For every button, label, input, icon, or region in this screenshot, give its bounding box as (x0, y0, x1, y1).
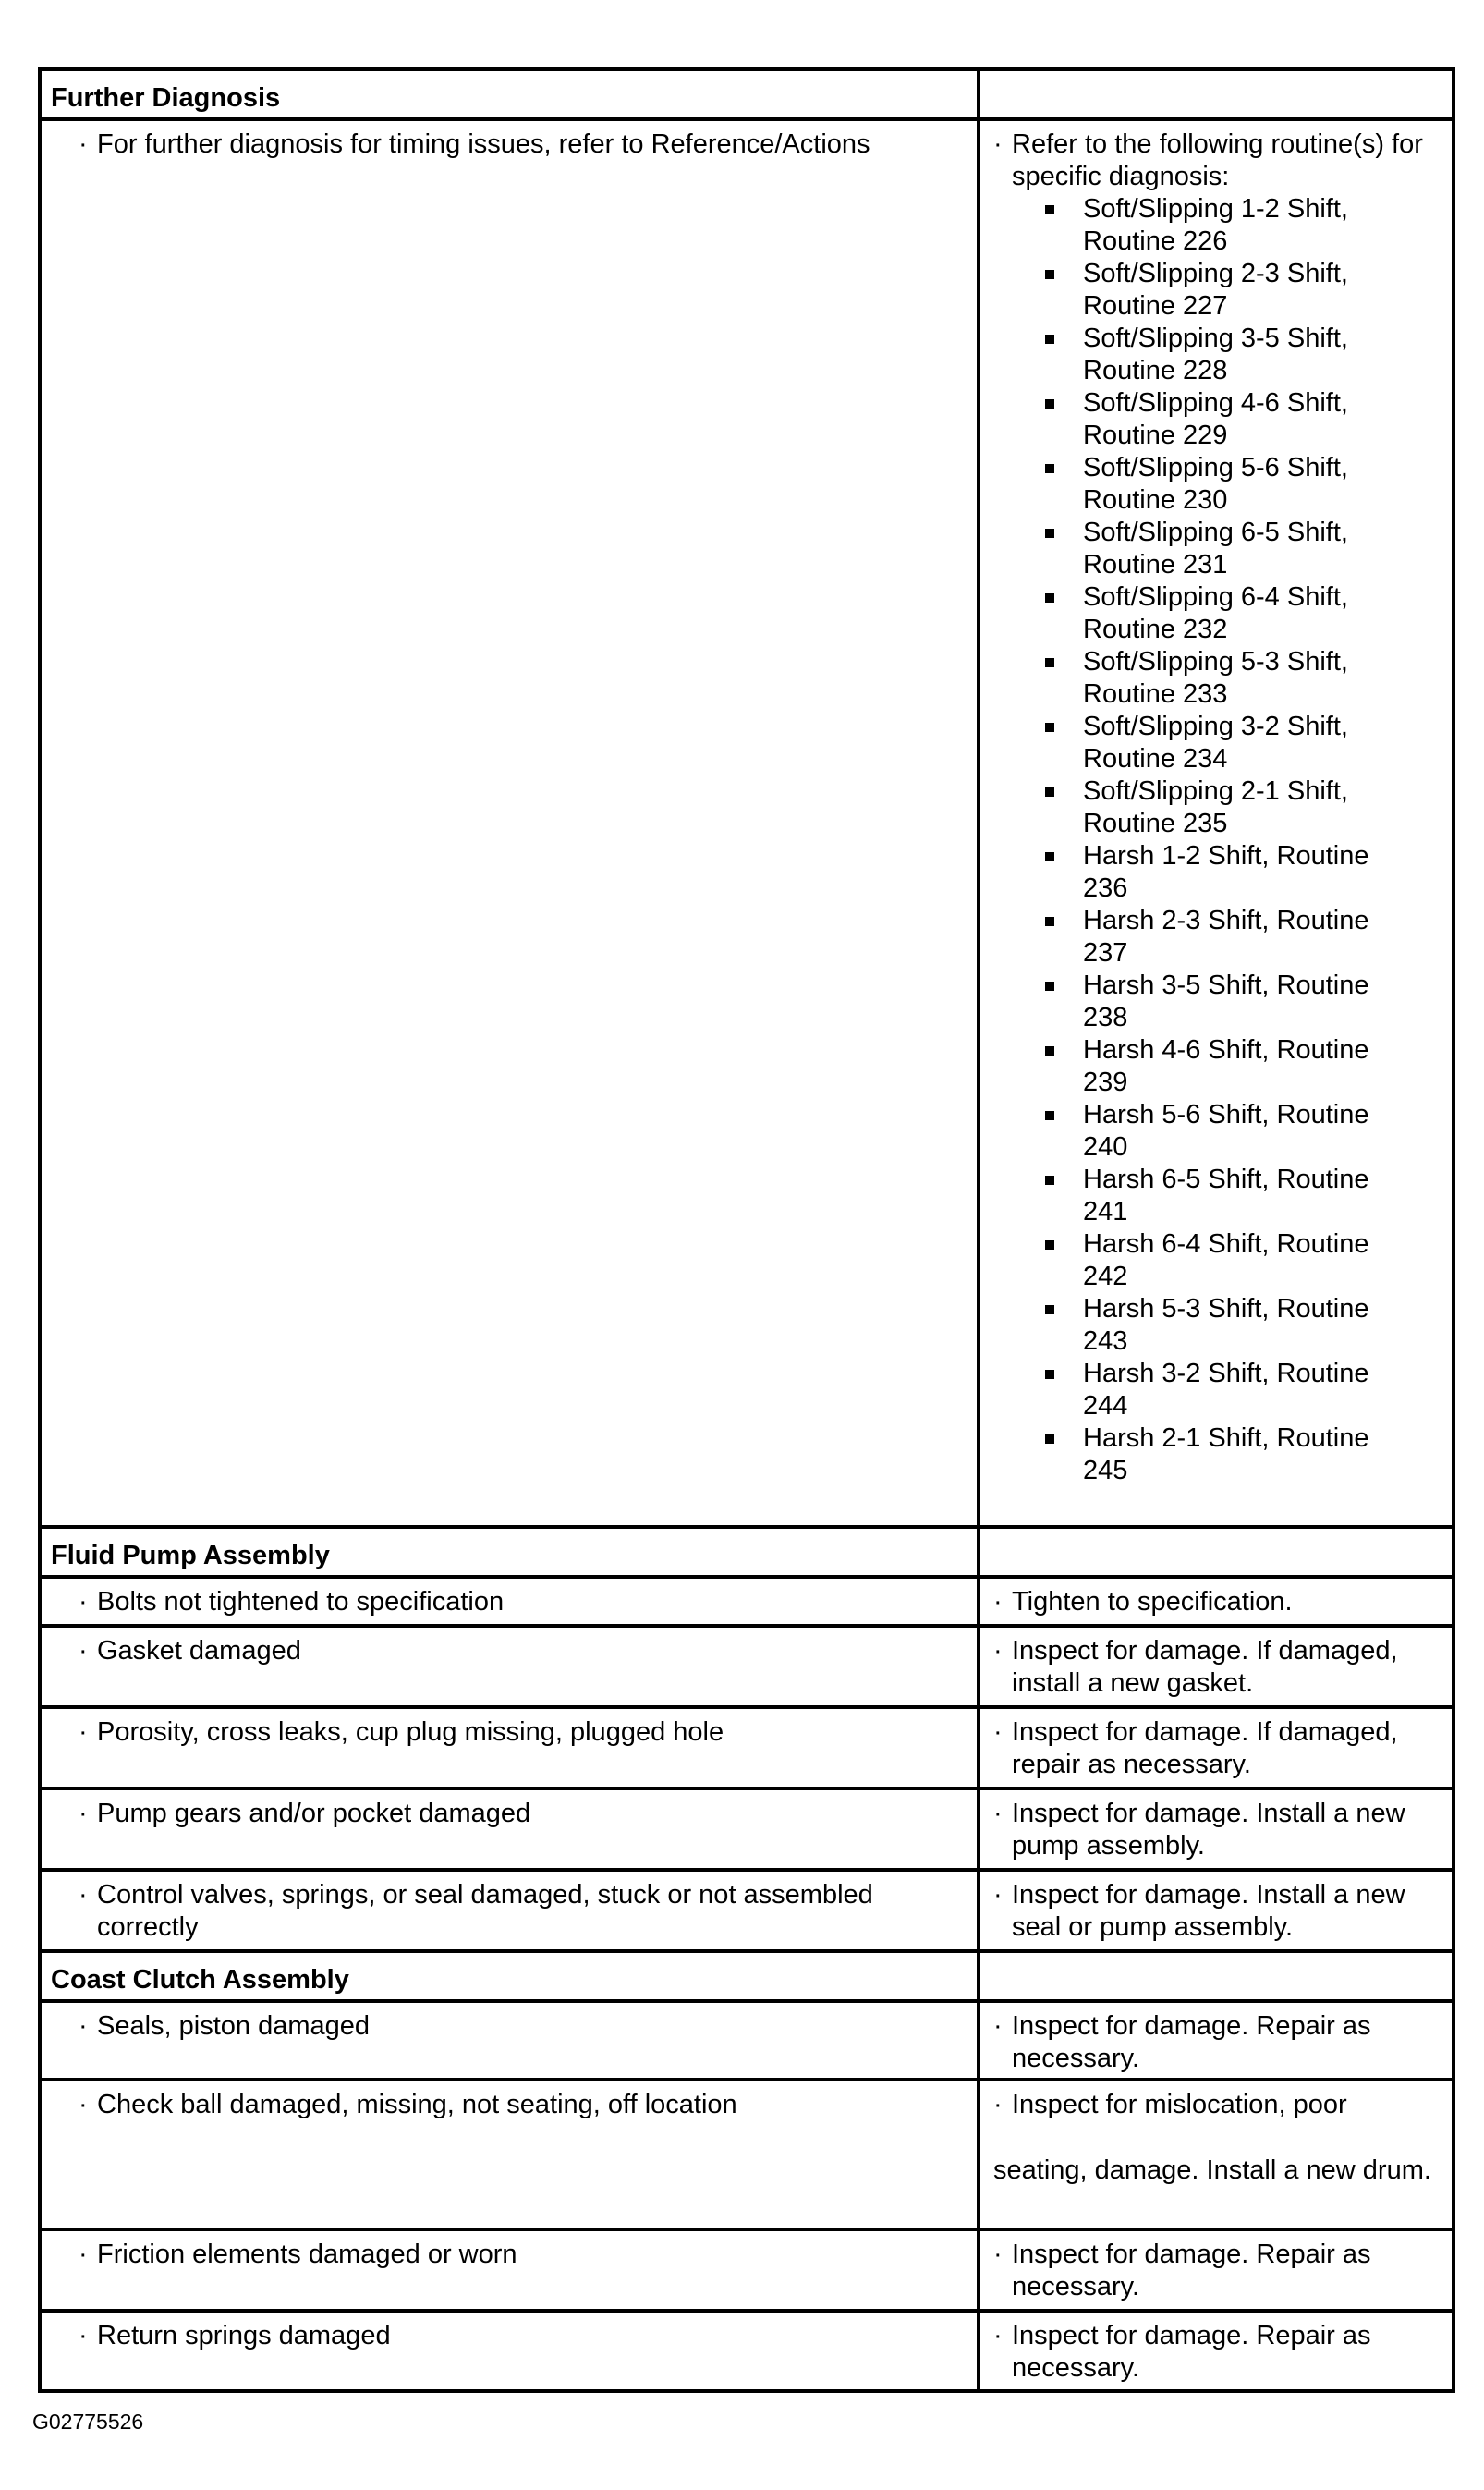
section-header-empty-cell (979, 69, 1454, 119)
cause-text: Control valves, springs, or seal damaged, stuck or not assembled correctly (97, 1880, 873, 1942)
cause-cell (40, 1707, 979, 1788)
section-title-coast-clutch: Coast Clutch Assembly (40, 1951, 979, 2001)
cause-cell (40, 1870, 979, 1951)
list-item (1045, 1099, 1388, 1164)
action-text-continued: seating, damage. Install a new drum. (993, 2155, 1431, 2185)
bullet: · (79, 2240, 88, 2269)
square-bullet-icon (1045, 1434, 1054, 1444)
square-bullet-icon (1045, 1240, 1054, 1250)
list-item (1045, 840, 1388, 905)
bullet: · (993, 1587, 1003, 1617)
bullet: · (993, 1880, 1003, 1910)
cause-text: Gasket damaged (97, 1636, 301, 1666)
routine-text: Harsh 2-3 Shift, Routine 237 (1083, 906, 1369, 968)
list-item (1045, 646, 1388, 711)
routine-text: Soft/Slipping 2-3 Shift, Routine 227 (1083, 259, 1348, 321)
routine-text: Soft/Slipping 2-1 Shift, Routine 235 (1083, 776, 1348, 838)
table-row (40, 2229, 1454, 2311)
action-cell (979, 1577, 1454, 1626)
bullet: · (79, 1799, 88, 1828)
cause-cell (40, 1626, 979, 1707)
bullet: · (993, 2240, 1003, 2269)
list-item (1045, 1293, 1388, 1358)
action-text: Inspect for damage. Repair as necessary. (1012, 2321, 1371, 2383)
routine-text: Harsh 3-5 Shift, Routine 238 (1083, 970, 1369, 1032)
action-cell (979, 1707, 1454, 1788)
list-item (1045, 581, 1388, 646)
cause-text: Return springs damaged (97, 2321, 391, 2350)
action-cell (979, 2229, 1454, 2311)
routine-text: Harsh 6-5 Shift, Routine 241 (1083, 1165, 1369, 1227)
list-item (1045, 517, 1388, 581)
bullet: · (79, 129, 88, 159)
action-text: Inspect for damage. Install a new seal or pump assembly. (1012, 1880, 1405, 1942)
action-cell (979, 2311, 1454, 2391)
routine-list (980, 193, 1452, 1487)
routine-text: Harsh 6-4 Shift, Routine 242 (1083, 1229, 1369, 1291)
routine-text: Soft/Slipping 3-5 Shift, Routine 228 (1083, 323, 1348, 385)
section-header-row (40, 69, 1454, 119)
square-bullet-icon (1045, 917, 1054, 926)
routine-text: Harsh 3-2 Shift, Routine 244 (1083, 1359, 1369, 1421)
cause-text: Check ball damaged, missing, not seating, off location (97, 2090, 737, 2119)
list-item (1045, 1228, 1388, 1293)
table-row (40, 2311, 1454, 2391)
routine-text: Soft/Slipping 6-5 Shift, Routine 231 (1083, 518, 1348, 580)
list-item (1045, 905, 1388, 970)
section-title-fluid-pump: Fluid Pump Assembly (40, 1527, 979, 1577)
bullet: · (79, 1717, 88, 1747)
bullet: · (79, 1587, 88, 1617)
routine-text: Soft/Slipping 5-3 Shift, Routine 233 (1083, 647, 1348, 709)
routine-text: Harsh 1-2 Shift, Routine 236 (1083, 841, 1369, 903)
table-row (40, 2001, 1454, 2080)
list-item (1045, 1164, 1388, 1228)
action-text: Refer to the following routine(s) for specific diagnosis: (1012, 129, 1423, 191)
list-item (1045, 1034, 1388, 1099)
section-header-row (40, 1527, 1454, 1577)
square-bullet-icon (1045, 787, 1054, 797)
cause-text: Porosity, cross leaks, cup plug missing, plugged hole (97, 1717, 724, 1747)
table-row (40, 1788, 1454, 1870)
cause-text: For further diagnosis for timing issues, refer to Reference/Actions (97, 129, 870, 159)
diagnosis-table (38, 67, 1455, 2393)
square-bullet-icon (1045, 399, 1054, 409)
action-text: Inspect for damage. Install a new pump assembly. (1012, 1799, 1405, 1861)
cause-cell (40, 2001, 979, 2080)
bullet: · (79, 1636, 88, 1666)
action-text: Inspect for damage. If damaged, repair as necessary. (1012, 1717, 1398, 1779)
cause-cell (40, 2080, 979, 2229)
list-item (1045, 387, 1388, 452)
square-bullet-icon (1045, 658, 1054, 667)
square-bullet-icon (1045, 1111, 1054, 1120)
table-row (40, 1707, 1454, 1788)
cause-cell (40, 1788, 979, 1870)
figure-id: G02775526 (32, 2410, 144, 2434)
cause-text: Seals, piston damaged (97, 2011, 371, 2041)
routine-text: Soft/Slipping 6-4 Shift, Routine 232 (1083, 582, 1348, 644)
routine-text: Harsh 5-3 Shift, Routine 243 (1083, 1294, 1369, 1356)
square-bullet-icon (1045, 1370, 1054, 1379)
cause-cell (40, 2229, 979, 2311)
square-bullet-icon (1045, 205, 1054, 214)
action-cell (979, 1626, 1454, 1707)
action-text: Inspect for damage. Repair as necessary. (1012, 2011, 1371, 2073)
action-text: Tighten to specification. (1012, 1587, 1293, 1617)
bullet: · (993, 2011, 1003, 2041)
cause-cell (40, 2311, 979, 2391)
section-header-empty-cell (979, 1951, 1454, 2001)
action-cell (979, 1788, 1454, 1870)
bullet: · (993, 1717, 1003, 1747)
routine-text: Soft/Slipping 3-2 Shift, Routine 234 (1083, 712, 1348, 774)
square-bullet-icon (1045, 1176, 1054, 1185)
square-bullet-icon (1045, 270, 1054, 279)
routine-text: Soft/Slipping 1-2 Shift, Routine 226 (1083, 194, 1348, 256)
bullet: · (993, 1636, 1003, 1666)
square-bullet-icon (1045, 529, 1054, 538)
routine-text: Harsh 2-1 Shift, Routine 245 (1083, 1423, 1369, 1485)
bullet: · (993, 129, 1003, 159)
routine-text: Harsh 4-6 Shift, Routine 239 (1083, 1035, 1369, 1097)
section-header-empty-cell (979, 1527, 1454, 1577)
square-bullet-icon (1045, 982, 1054, 991)
action-cell (979, 1870, 1454, 1951)
action-text: Inspect for damage. If damaged, install a new gasket. (1012, 1636, 1398, 1698)
list-item (1045, 775, 1388, 840)
cause-cell (40, 1577, 979, 1626)
list-item (1045, 323, 1388, 387)
cause-cell (40, 119, 979, 1527)
bullet: · (993, 1799, 1003, 1828)
cause-text: Pump gears and/or pocket damaged (97, 1799, 531, 1828)
square-bullet-icon (1045, 1046, 1054, 1056)
bullet: · (993, 2321, 1003, 2350)
square-bullet-icon (1045, 335, 1054, 344)
routine-text: Harsh 5-6 Shift, Routine 240 (1083, 1100, 1369, 1162)
list-item (1045, 1422, 1388, 1487)
table-row (40, 2080, 1454, 2229)
list-item (1045, 452, 1388, 517)
cause-text: Friction elements damaged or worn (97, 2240, 517, 2269)
table-row (40, 119, 1454, 1527)
list-item (1045, 1358, 1388, 1422)
table-row (40, 1870, 1454, 1951)
cause-text: Bolts not tightened to specification (97, 1587, 505, 1617)
square-bullet-icon (1045, 464, 1054, 473)
action-cell (979, 2001, 1454, 2080)
bullet: · (79, 1880, 88, 1910)
table-row (40, 1577, 1454, 1626)
action-cell (979, 2080, 1454, 2229)
routine-text: Soft/Slipping 4-6 Shift, Routine 229 (1083, 388, 1348, 450)
square-bullet-icon (1045, 1305, 1054, 1314)
square-bullet-icon (1045, 723, 1054, 732)
bullet: · (993, 2090, 1003, 2119)
section-header-row (40, 1951, 1454, 2001)
action-cell (979, 119, 1454, 1527)
list-item (1045, 193, 1388, 258)
square-bullet-icon (1045, 852, 1054, 861)
bullet: · (79, 2011, 88, 2041)
section-title-further-diagnosis: Further Diagnosis (40, 69, 979, 119)
action-text: Inspect for damage. Repair as necessary. (1012, 2240, 1371, 2301)
bullet: · (79, 2090, 88, 2119)
square-bullet-icon (1045, 593, 1054, 603)
list-item (1045, 711, 1388, 775)
action-text: Inspect for mislocation, poor (1012, 2090, 1347, 2119)
routine-text: Soft/Slipping 5-6 Shift, Routine 230 (1083, 453, 1348, 515)
list-item (1045, 970, 1388, 1034)
table-row (40, 1626, 1454, 1707)
list-item (1045, 258, 1388, 323)
bullet: · (79, 2321, 88, 2350)
